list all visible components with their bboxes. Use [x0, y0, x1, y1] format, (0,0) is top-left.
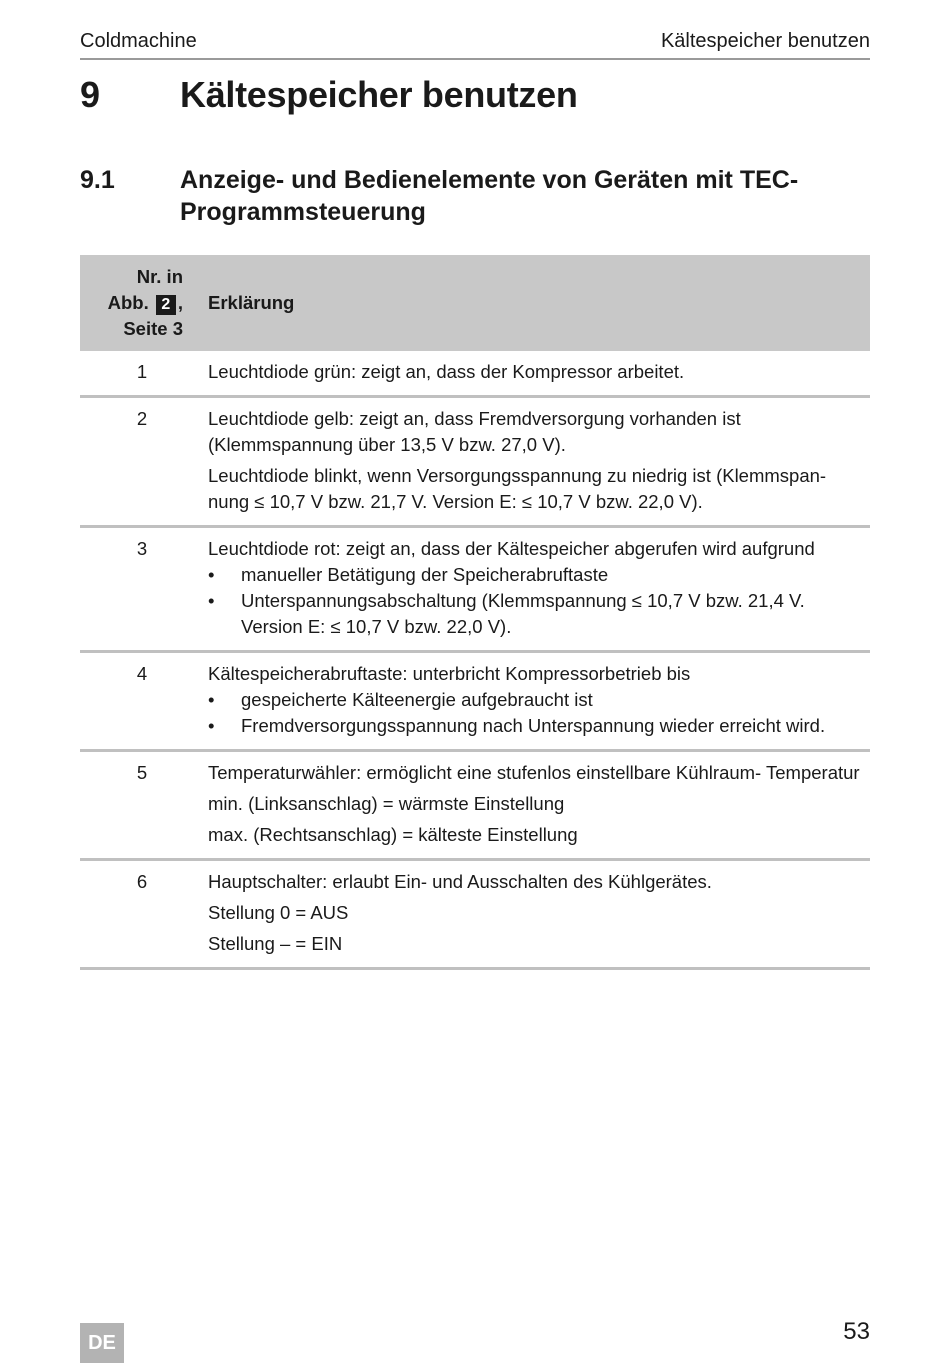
section-number: 9.1 [80, 166, 115, 194]
table-row [80, 398, 870, 528]
header-product: Coldmachine [80, 30, 197, 52]
row-number: 6 [136, 871, 148, 892]
row-number: 4 [136, 663, 148, 684]
explanation-paragraph: Leuchtdiode grün: zeigt an, dass der Kompressor arbeitet. [208, 361, 685, 382]
chapter-heading [80, 74, 870, 116]
bullet-item: • Unterspannungsabschaltung (Klemmspannung ≤ 10,7 V bzw. 21,4 V. Version E: ≤ 10,7 V bzw. 22,0 V). [208, 588, 870, 640]
table-row [80, 861, 870, 970]
explanation-intro: Leuchtdiode rot: zeigt an, dass der Kältespeicher abgerufen wird aufgrund [208, 538, 815, 559]
chapter-title: Kältespeicher benutzen [180, 74, 578, 115]
explanation-paragraph: Temperaturwähler: ermöglicht eine stufenlos einstellbare Kühlraum- Temperatur [208, 762, 860, 783]
row-explanation [208, 536, 870, 640]
table-row [80, 653, 870, 752]
row-explanation [208, 406, 870, 515]
header-nr-comma: , [177, 292, 183, 313]
explanation-paragraph: Stellung – = EIN [208, 933, 343, 954]
table-row [80, 351, 870, 398]
row-number: 1 [136, 361, 148, 382]
chapter-number: 9 [80, 74, 100, 115]
header-explanation: Erklärung [208, 292, 295, 313]
row-explanation [208, 661, 870, 739]
explanation-paragraph: min. (Linksanschlag) = wärmste Einstellung [208, 793, 565, 814]
bullet-list [208, 562, 870, 640]
row-explanation [208, 359, 870, 385]
table-header [80, 255, 870, 351]
bullet-item: • Fremdversorgungsspannung nach Unterspannung wieder erreicht wird. [208, 713, 870, 739]
explanation-intro: Kältespeicherabruftaste: unterbricht Kompressorbetrieb bis [208, 663, 691, 684]
bullet-item: • manueller Betätigung der Speicherabruftaste [208, 562, 870, 588]
explanation-paragraph: Leuchtdiode gelb: zeigt an, dass Fremdversorgung vorhanden ist (Klemmspannung über 13,5 V bzw. 27,0 V). [208, 408, 741, 455]
explanation-paragraph: max. (Rechtsanschlag) = kälteste Einstellung [208, 824, 578, 845]
language-tab: DE [80, 1323, 124, 1363]
header-chapter: Kältespeicher benutzen [660, 30, 870, 52]
section-title: Anzeige- und Bedienelemente von Geräten mit TEC-Programmsteuerung [180, 166, 799, 226]
header-nr [80, 264, 195, 342]
bullet-item: • gespeicherte Kälteenergie aufgebraucht ist [208, 687, 870, 713]
row-explanation [208, 760, 870, 848]
header-nr-abb: Abb. [107, 292, 149, 313]
row-number: 2 [136, 408, 148, 429]
section-heading [80, 164, 870, 228]
running-header [80, 30, 870, 60]
bullet-list [208, 687, 870, 739]
controls-table [80, 255, 870, 970]
header-nr-line1: Nr. in [136, 266, 183, 287]
explanation-paragraph: Leuchtdiode blinkt, wenn Versorgungsspannung zu niedrig ist (Klemmspan- nung ≤ 10,7 V bzw. 21,7 V. Version E: ≤ 10,7 V bzw. 22,0 V). [208, 465, 827, 512]
table-body [80, 351, 870, 970]
explanation-paragraph: Stellung 0 = AUS [208, 902, 349, 923]
row-number: 5 [136, 762, 148, 783]
explanation-paragraph: Hauptschalter: erlaubt Ein- und Ausschalten des Kühlgerätes. [208, 871, 712, 892]
header-nr-line3: Seite 3 [123, 318, 183, 339]
page-number: 53 [843, 1318, 870, 1345]
table-row [80, 752, 870, 861]
figure-ref-badge: 2 [156, 295, 176, 315]
row-explanation [208, 869, 870, 957]
table-row [80, 528, 870, 653]
row-number: 3 [136, 538, 148, 559]
header-nr-line2 [80, 290, 183, 316]
